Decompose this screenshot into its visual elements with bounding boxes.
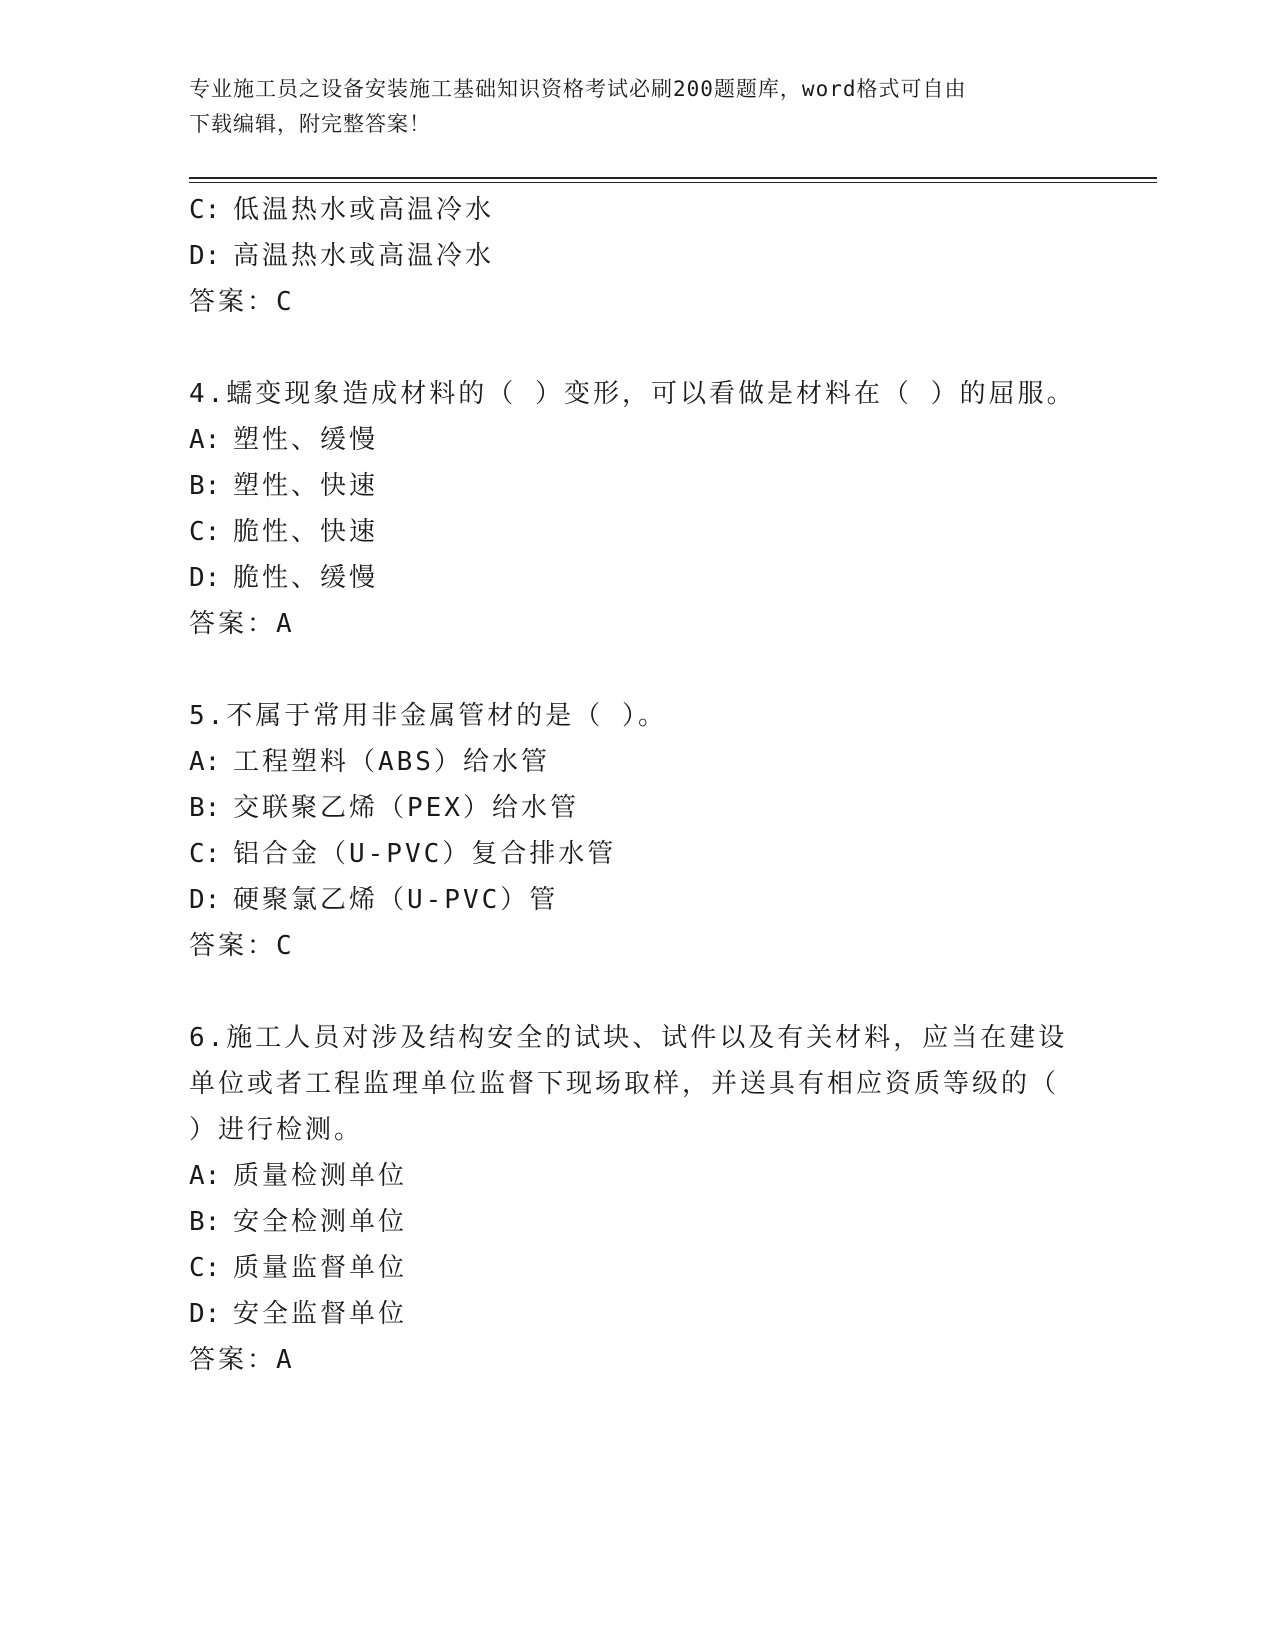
option-text: 低温热水或高温冷水 bbox=[233, 195, 495, 225]
option-label: D: bbox=[189, 241, 221, 271]
option-a bbox=[189, 739, 1069, 785]
question-6 bbox=[189, 1015, 1069, 1383]
option-d bbox=[189, 1291, 1069, 1337]
option-b bbox=[189, 785, 1069, 831]
option-text: 安全监督单位 bbox=[233, 1299, 408, 1329]
option-text: 铝合金（U-PVC）复合排水管 bbox=[233, 839, 617, 869]
question-5 bbox=[189, 693, 1069, 969]
question-list bbox=[189, 187, 1076, 1383]
option-label: A: bbox=[189, 425, 221, 455]
option-label: B: bbox=[189, 1207, 221, 1237]
option-text: 高温热水或高温冷水 bbox=[233, 241, 495, 271]
option-c bbox=[189, 509, 1069, 555]
option-c bbox=[189, 1245, 1069, 1291]
option-text: 塑性、快速 bbox=[233, 471, 379, 501]
option-text: 安全检测单位 bbox=[233, 1207, 408, 1237]
option-d bbox=[189, 233, 1069, 279]
option-label: D: bbox=[189, 885, 221, 915]
option-label: A: bbox=[189, 1161, 221, 1191]
option-d bbox=[189, 877, 1069, 923]
option-label: C: bbox=[189, 517, 221, 547]
option-c bbox=[189, 831, 1069, 877]
option-text: 脆性、缓慢 bbox=[233, 563, 379, 593]
option-text: 质量监督单位 bbox=[233, 1253, 408, 1283]
option-b bbox=[189, 463, 1069, 509]
option-text: 交联聚乙烯（PEX）给水管 bbox=[233, 793, 579, 823]
option-d bbox=[189, 555, 1069, 601]
header-line-2: 下载编辑，附完整答案！ bbox=[189, 112, 431, 136]
option-label: C: bbox=[189, 839, 221, 869]
option-text: 脆性、快速 bbox=[233, 517, 379, 547]
option-text: 质量检测单位 bbox=[233, 1161, 408, 1191]
option-text: 工程塑料（ABS）给水管 bbox=[233, 747, 550, 777]
question-4 bbox=[189, 371, 1076, 647]
option-c bbox=[189, 187, 1069, 233]
spacer bbox=[189, 969, 1069, 1015]
question-text: 4.蠕变现象造成材料的（ ）变形，可以看做是材料在（ ）的屈服。 bbox=[189, 379, 1076, 409]
header-divider-thin bbox=[189, 182, 1157, 183]
option-a bbox=[189, 417, 1069, 463]
answer-line: 答案：A bbox=[189, 1345, 295, 1375]
question-text-line-3: ）进行检测。 bbox=[189, 1115, 364, 1145]
option-label: B: bbox=[189, 793, 221, 823]
question-text-line-2: 单位或者工程监理单位监督下现场取样，并送具有相应资质等级的（ bbox=[189, 1069, 1060, 1099]
option-b bbox=[189, 1199, 1069, 1245]
option-label: D: bbox=[189, 1299, 221, 1329]
option-label: C: bbox=[189, 195, 221, 225]
option-text: 硬聚氯乙烯（U-PVC）管 bbox=[233, 885, 559, 915]
spacer bbox=[189, 325, 1069, 371]
header-divider-thick bbox=[189, 177, 1157, 179]
option-text: 塑性、缓慢 bbox=[233, 425, 379, 455]
option-label: B: bbox=[189, 471, 221, 501]
option-label: A: bbox=[189, 747, 221, 777]
option-label: D: bbox=[189, 563, 221, 593]
option-a bbox=[189, 1153, 1069, 1199]
question-text: 5.不属于常用非金属管材的是（ ）。 bbox=[189, 701, 667, 731]
question-3-continued bbox=[189, 187, 1069, 325]
header-line-1: 专业施工员之设备安装施工基础知识资格考试必刷200题题库，word格式可自由 bbox=[189, 77, 967, 101]
answer-line: 答案：C bbox=[189, 931, 295, 961]
answer-line: 答案：C bbox=[189, 287, 295, 317]
document-header bbox=[189, 72, 1069, 142]
answer-line: 答案：A bbox=[189, 609, 295, 639]
option-label: C: bbox=[189, 1253, 221, 1283]
question-text-line-1: 6.施工人员对涉及结构安全的试块、试件以及有关材料，应当在建设 bbox=[189, 1023, 1068, 1053]
spacer bbox=[189, 647, 1069, 693]
